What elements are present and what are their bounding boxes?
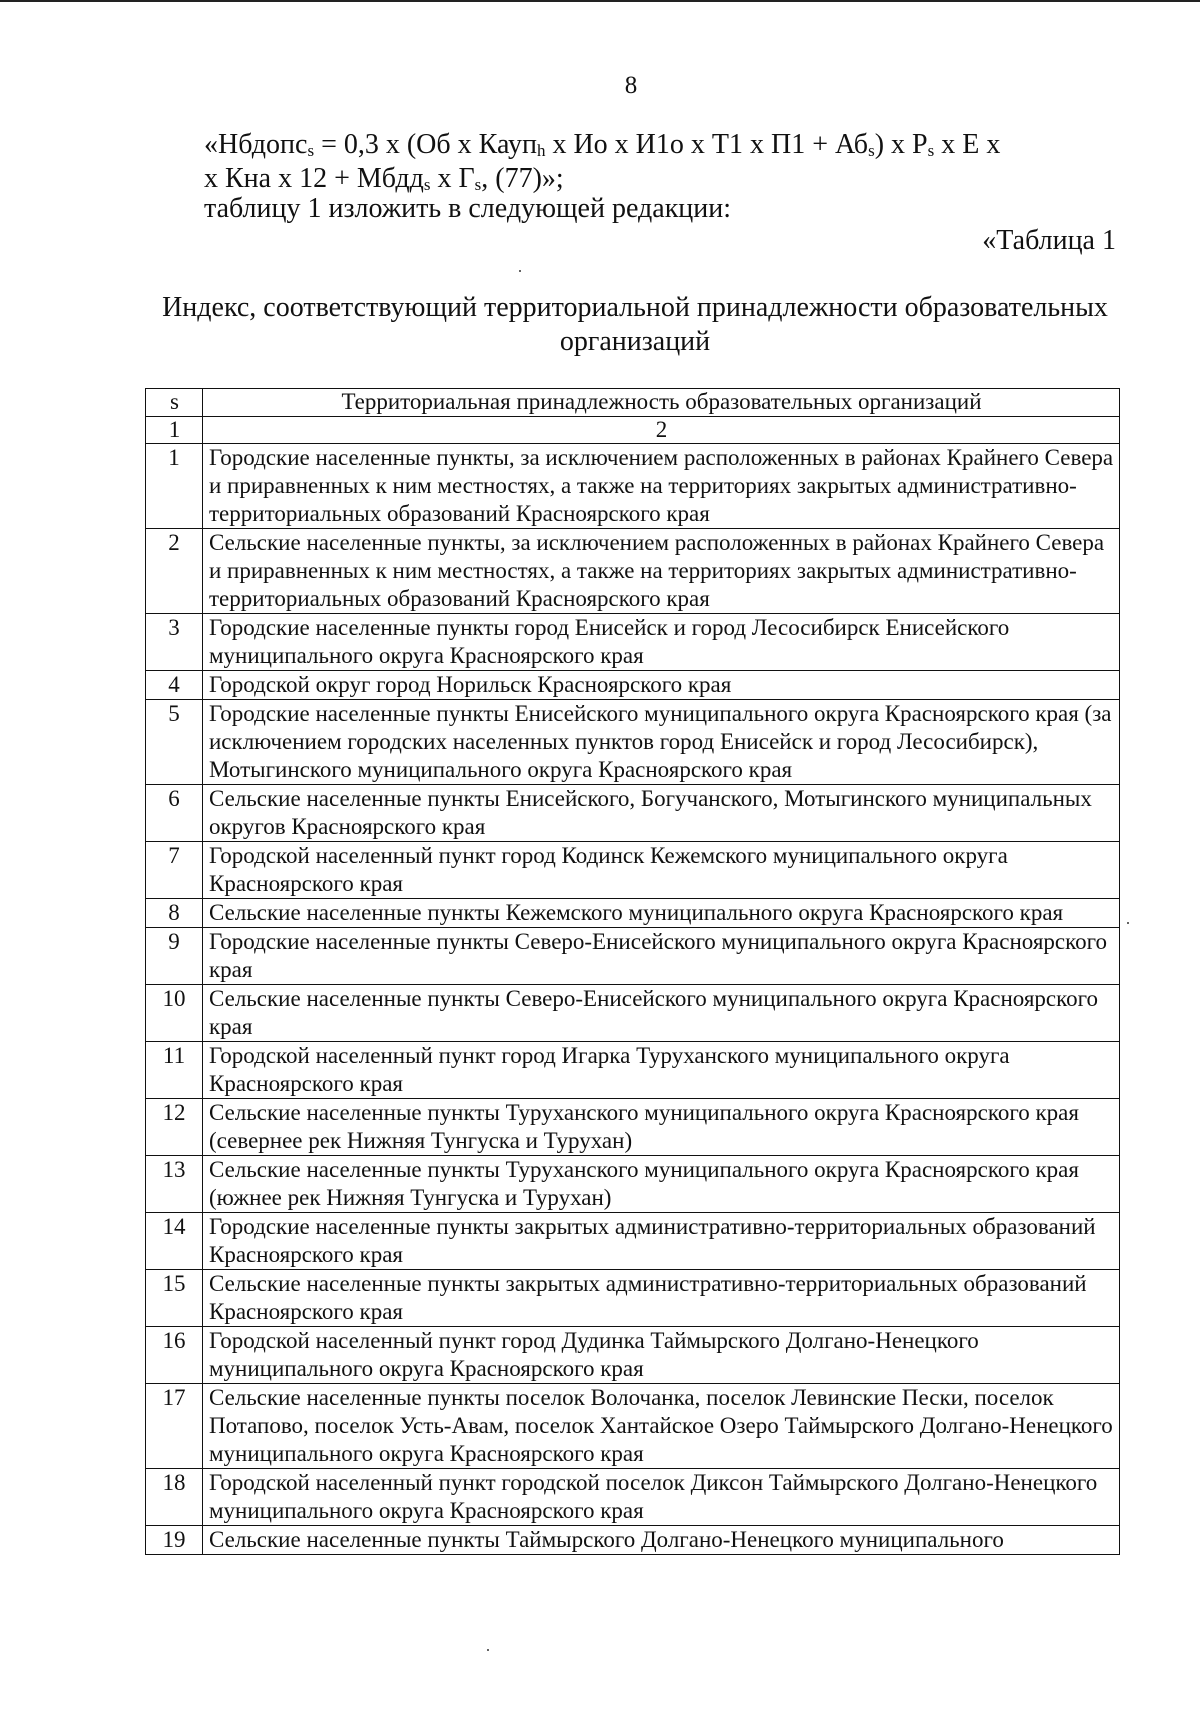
scan-speck (519, 270, 521, 272)
table-title (140, 291, 1130, 359)
table-title-line-1: Индекс, соответствующий территориальной принадлежности образовательных (162, 292, 1108, 323)
row-index: 16 (146, 1327, 203, 1384)
row-territory: Сельские населенные пункты Туруханского муниципального округа Красноярского края (севернее рек Нижняя Тунгуска и Турухан) (203, 1099, 1120, 1156)
row-territory: Сельские населенные пункты закрытых административно-территориальных образований Красноярского края (203, 1270, 1120, 1327)
table-row (146, 1270, 1120, 1327)
table-row (146, 985, 1120, 1042)
row-territory: Городские населенные пункты, за исключением расположенных в районах Крайнего Севера и приравненных к ним местностях, а также на территориях закрытых административно-территориальных образований Красноярского края (203, 444, 1120, 529)
column-number-row (146, 417, 1120, 444)
table-row (146, 671, 1120, 700)
table-row (146, 928, 1120, 985)
formula (204, 128, 1000, 196)
row-index: 3 (146, 614, 203, 671)
row-index: 9 (146, 928, 203, 985)
row-territory: Городской населенный пункт город Кодинск Кежемского муниципального округа Красноярского края (203, 842, 1120, 899)
row-index: 10 (146, 985, 203, 1042)
table-row (146, 1213, 1120, 1270)
table-row (146, 1469, 1120, 1526)
row-territory: Сельские населенные пункты Северо-Енисейского муниципального округа Красноярского края (203, 985, 1120, 1042)
table-row (146, 785, 1120, 842)
row-territory: Городские населенные пункты город Енисейск и город Лесосибирск Енисейского муниципального округа Красноярского края (203, 614, 1120, 671)
formula-line-1: «Нбдопс$_s$ = 0,3 х (Об х Кауп$_h$ х Ио х И1о х Т1 х $П1 + Аб_s$) х $Р_s$ х Е х (204, 129, 1001, 160)
row-index: 17 (146, 1384, 203, 1469)
scan-speck (1127, 922, 1129, 924)
row-territory: Городские населенные пункты закрытых административно-территориальных образований Красноярского края (203, 1213, 1120, 1270)
scan-speck (487, 1649, 489, 1651)
table-reference: «Таблица 1 (982, 225, 1116, 256)
intro-text: таблицу 1 изложить в следующей редакции: (204, 193, 732, 224)
formula-line-2: х Кна х 12 + Мбдд$_s$ х $Г_s$, (77)»; (204, 163, 564, 194)
table-row (146, 1099, 1120, 1156)
row-territory: Сельские населенные пункты поселок Волочанка, поселок Левинские Пески, поселок Потапово, поселок Усть-Авам, поселок Хантайское Озеро Таймырского Долгано-Ненецкого муниципального округа Красноярского края (203, 1384, 1120, 1469)
row-territory: Городской населенный пункт город Игарка Туруханского муниципального округа Красноярского края (203, 1042, 1120, 1099)
row-index: 8 (146, 899, 203, 928)
column-number-1: 1 (146, 417, 203, 444)
row-index: 12 (146, 1099, 203, 1156)
table-header-row (146, 389, 1120, 417)
row-territory: Городские населенные пункты Енисейского муниципального округа Красноярского края (за исключением городских населенных пунктов город Енисейск и город Лесосибирск), Мотыгинского муниципального округа Красноярского края (203, 700, 1120, 785)
page-top-edge (0, 0, 1200, 2)
table-row (146, 1156, 1120, 1213)
table-row (146, 842, 1120, 899)
row-index: 13 (146, 1156, 203, 1213)
table-row (146, 444, 1120, 529)
table-row (146, 1384, 1120, 1469)
column-number-2: 2 (203, 417, 1120, 444)
header-territory: Территориальная принадлежность образовательных организаций (203, 389, 1120, 417)
table-title-line-2: организаций (559, 326, 711, 357)
row-territory: Городской округ город Норильск Красноярского края (203, 671, 1120, 700)
row-territory: Городские населенные пункты Северо-Енисейского муниципального округа Красноярского края (203, 928, 1120, 985)
row-index: 11 (146, 1042, 203, 1099)
table-row (146, 899, 1120, 928)
row-territory: Сельские населенные пункты, за исключением расположенных в районах Крайнего Севера и приравненных к ним местностях, а также на территориях закрытых административно-территориальных образований Красноярского края (203, 529, 1120, 614)
row-territory: Городской населенный пункт город Дудинка Таймырского Долгано-Ненецкого муниципального округа Красноярского края (203, 1327, 1120, 1384)
territory-index-table (145, 388, 1120, 1555)
row-territory: Городской населенный пункт городской поселок Диксон Таймырского Долгано-Ненецкого муниципального округа Красноярского края (203, 1469, 1120, 1526)
row-territory: Сельские населенные пункты Таймырского Долгано-Ненецкого муниципального (203, 1526, 1120, 1555)
table-row (146, 1526, 1120, 1555)
row-index: 15 (146, 1270, 203, 1327)
row-index: 2 (146, 529, 203, 614)
row-index: 14 (146, 1213, 203, 1270)
table-row (146, 1327, 1120, 1384)
row-territory: Сельские населенные пункты Кежемского муниципального округа Красноярского края (203, 899, 1120, 928)
row-index: 19 (146, 1526, 203, 1555)
row-index: 1 (146, 444, 203, 529)
header-s: s (146, 389, 203, 417)
table-row (146, 1042, 1120, 1099)
row-territory: Сельские населенные пункты Туруханского муниципального округа Красноярского края (южнее рек Нижняя Тунгуска и Турухан) (203, 1156, 1120, 1213)
row-territory: Сельские населенные пункты Енисейского, Богучанского, Мотыгинского муниципальных округов Красноярского края (203, 785, 1120, 842)
table-row (146, 529, 1120, 614)
table-row (146, 700, 1120, 785)
table-row (146, 614, 1120, 671)
row-index: 4 (146, 671, 203, 700)
page-number: 8 (624, 72, 638, 99)
row-index: 6 (146, 785, 203, 842)
row-index: 18 (146, 1469, 203, 1526)
row-index: 7 (146, 842, 203, 899)
row-index: 5 (146, 700, 203, 785)
